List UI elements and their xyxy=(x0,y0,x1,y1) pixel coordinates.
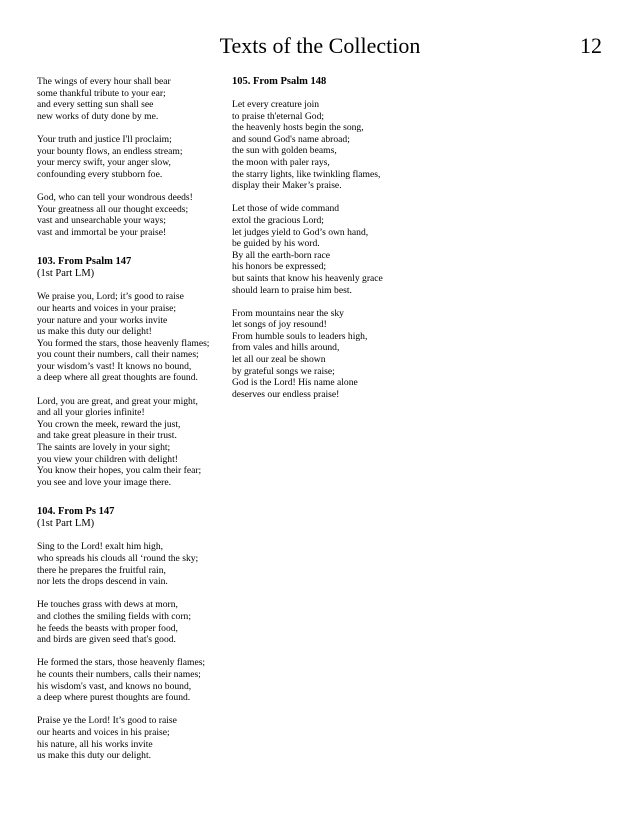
verse-line: Let every creature join xyxy=(232,99,320,110)
verse-line: should learn to praise him best. xyxy=(232,284,352,296)
verse-line: Praise ye the Lord! It’s good to raise xyxy=(37,715,177,727)
verse-line: display their Maker’s praise. xyxy=(232,180,342,192)
verse-line: let judges yield to God’s own hand, xyxy=(232,226,369,238)
verse-line: He formed the stars, those heavenly flames; xyxy=(37,657,206,669)
hymn-title: 104. From Ps 147 xyxy=(37,506,115,518)
verse-line: The saints are lovely in your sight; xyxy=(37,442,171,454)
verse-line: a deep where purest thoughts are found. xyxy=(37,692,191,704)
stanza xyxy=(232,99,412,192)
stanza xyxy=(37,192,222,238)
verse-line: We praise you, Lord; it’s good to raise xyxy=(37,291,184,303)
verse-line: God is the Lord! His name alone xyxy=(232,377,358,389)
verse-line: you count their numbers, call their names; xyxy=(37,349,199,361)
verse-line: the moon with paler rays, xyxy=(232,156,330,168)
stanza xyxy=(232,308,412,401)
verse-line: and sound God's name abroad; xyxy=(232,133,350,145)
verse-line: and take great pleasure in their trust. xyxy=(37,430,177,442)
verse-line: the starry lights, like twinkling flames, xyxy=(232,168,381,180)
verse-line: there he prepares the fruitful rain, xyxy=(37,564,166,576)
hymn-heading xyxy=(37,256,222,280)
verse-line: us make this duty our delight! xyxy=(37,326,152,338)
hymn-heading xyxy=(232,76,412,88)
stanza xyxy=(37,76,222,122)
verse-line: Your truth and justice I'll proclaim; xyxy=(37,133,172,145)
verse-line: your nature and your works invite xyxy=(37,314,168,326)
verse-line: he feeds the beasts with proper food, xyxy=(37,622,178,634)
verse-line: his wisdom's vast, and knows no bound, xyxy=(37,680,192,692)
verse-line: your wisdom’s vast! It knows no bound, xyxy=(37,360,192,372)
verse-line: You formed the stars, those heavenly flames; xyxy=(37,337,210,349)
hymn-heading xyxy=(37,506,222,530)
verse-line: our hearts and voices in his praise; xyxy=(37,726,170,738)
verse-line: vast and immortal be your praise! xyxy=(37,226,167,238)
hymn-tune: (1st Part LM) xyxy=(37,268,95,280)
verse-line: confounding every stubborn foe. xyxy=(37,168,163,180)
verse-line: nor lets the drops descend in vain. xyxy=(37,576,168,588)
verse-line: From humble souls to leaders high, xyxy=(232,330,368,342)
verse-line: Lord, you are great, and great your might, xyxy=(37,395,198,407)
verse-line: our hearts and voices in your praise; xyxy=(37,302,177,314)
right-column xyxy=(232,76,412,412)
verse-line: You crown the meek, reward the just, xyxy=(37,418,181,430)
stanza xyxy=(37,599,222,645)
page-number: 12 xyxy=(580,33,602,58)
verse-line: his nature, all his works invite xyxy=(37,738,153,750)
verse-line: He touches grass with dews at morn, xyxy=(37,599,178,611)
hymn-section xyxy=(232,76,412,400)
verse-line: be guided by his word. xyxy=(232,238,320,250)
verse-line: the sun with golden beams, xyxy=(232,145,337,157)
verse-line: to praise th'eternal God; xyxy=(232,110,325,122)
verse-line: from vales and hills around, xyxy=(232,342,340,354)
verse-line: and every setting sun shall see xyxy=(37,99,154,111)
hymn-tune: (1st Part LM) xyxy=(37,518,95,530)
verse-line: your mercy swift, your anger slow, xyxy=(37,157,171,169)
verse-line: deserves our endless praise! xyxy=(232,388,340,400)
stanza xyxy=(37,541,222,587)
verse-line: By all the earth-born race xyxy=(232,249,331,261)
verse-line: new works of duty done by me. xyxy=(37,110,159,122)
verse-line: The wings of every hour shall bear xyxy=(37,76,171,87)
verse-line: us make this duty our delight. xyxy=(37,750,152,762)
verse-line: a deep where all great thoughts are found. xyxy=(37,372,198,384)
verse-line: From mountains near the sky xyxy=(232,307,344,319)
verse-line: you see and love your image there. xyxy=(37,476,171,488)
verse-line: God, who can tell your wondrous deeds! xyxy=(37,191,193,203)
stanza xyxy=(37,715,222,761)
stanza xyxy=(232,203,412,296)
verse-line: vast and unsearchable your ways; xyxy=(37,215,166,227)
verse-line: the heavenly hosts begin the song, xyxy=(232,122,364,134)
hymn-title: 103. From Psalm 147 xyxy=(37,256,132,268)
verse-line: by grateful songs we raise; xyxy=(232,365,335,377)
verse-line: his honors be expressed; xyxy=(232,261,327,273)
stanza xyxy=(37,291,222,384)
verse-line: you view your children with delight! xyxy=(37,453,178,465)
verse-line: Sing to the Lord! exalt him high, xyxy=(37,541,164,553)
verse-line: but saints that know his heavenly grace xyxy=(232,272,383,284)
hymn-section xyxy=(37,506,222,761)
hymn-section xyxy=(37,256,222,488)
stanza xyxy=(37,657,222,703)
verse-line: and clothes the smiling fields with corn; xyxy=(37,610,192,622)
verse-line: Let those of wide command xyxy=(232,203,340,215)
page-title: Texts of the Collection xyxy=(219,33,421,58)
verse-line: who spreads his clouds all ‘round the sky; xyxy=(37,553,199,564)
verse-line: and birds are given seed that's good. xyxy=(37,634,176,646)
stanza xyxy=(37,396,222,489)
hymn-title: 105. From Psalm 148 xyxy=(232,76,327,87)
left-column xyxy=(37,76,222,773)
verse-line: let songs of joy resound! xyxy=(232,319,327,331)
verse-line: let all our zeal be shown xyxy=(232,354,326,366)
verse-line: he counts their numbers, calls their names; xyxy=(37,668,201,680)
verse-line: and all your glories infinite! xyxy=(37,407,145,419)
verse-line: extol the gracious Lord; xyxy=(232,214,324,226)
verse-line: your bounty flows, an endless stream; xyxy=(37,145,183,157)
verse-line: You know their hopes, you calm their fear; xyxy=(37,465,202,477)
verse-line: Your greatness all our thought exceeds; xyxy=(37,203,189,215)
verse-line: some thankful tribute to your ear; xyxy=(37,87,166,99)
stanza xyxy=(37,134,222,180)
